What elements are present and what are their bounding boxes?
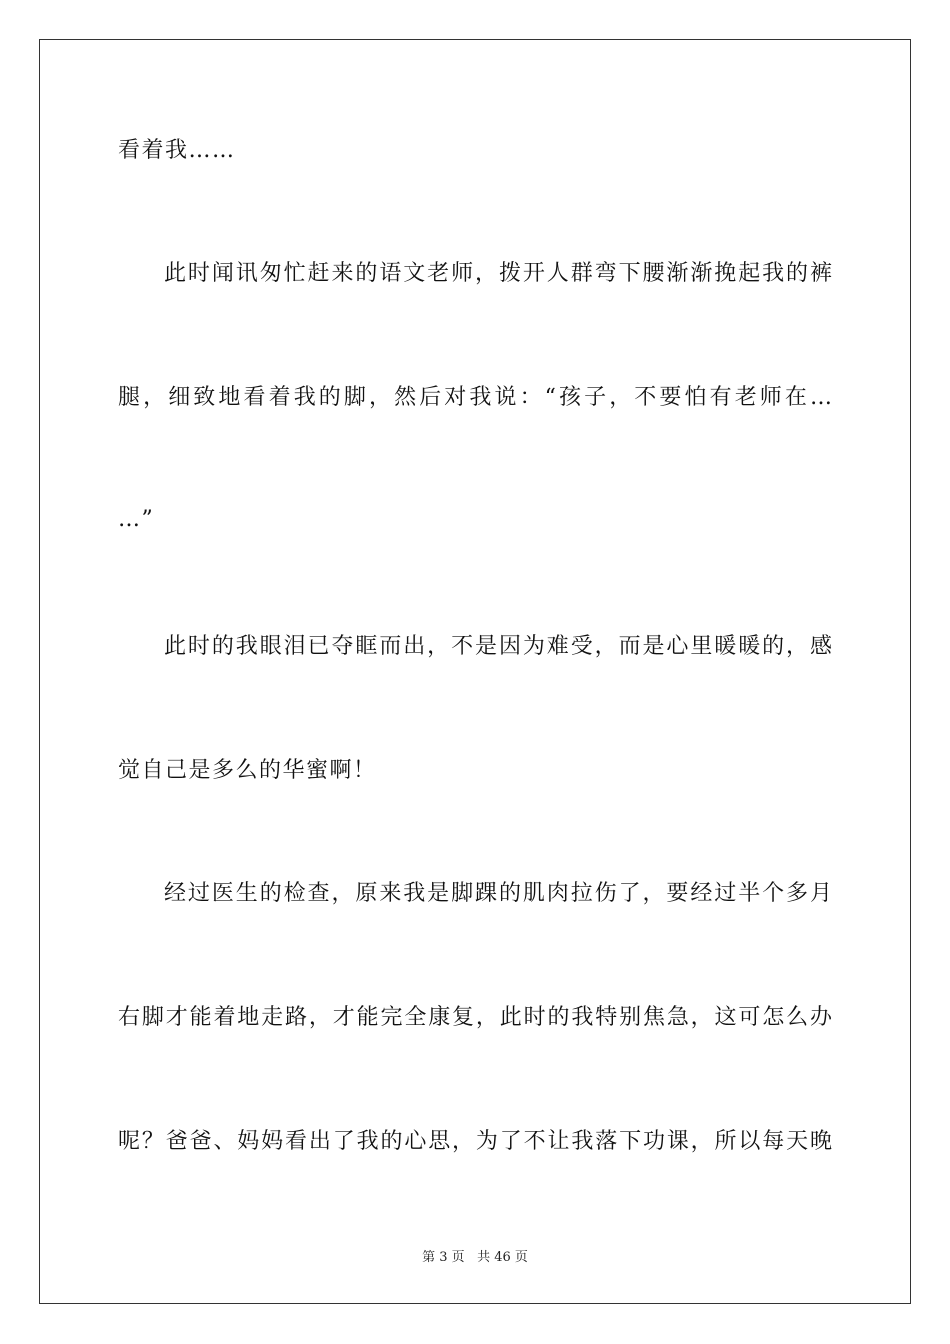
page-total: 共 46 页 <box>477 1250 528 1265</box>
paragraph-start-line: 此时闻讯匆忙赶来的语文老师，拨开人群弯下腰渐渐挽起我的裤 <box>164 261 832 286</box>
page-border <box>39 39 911 1304</box>
paragraph-start-line: 此时的我眼泪已夺眶而出，不是因为难受，而是心里暖暖的，感 <box>164 634 832 659</box>
text-line: 看着我…… <box>118 138 236 163</box>
text-line: 呢？爸爸、妈妈看出了我的心思，为了不让我落下功课，所以每天晚 <box>118 1129 832 1154</box>
page-footer <box>0 1250 950 1266</box>
paragraph-start-line: 经过医生的检查，原来我是脚踝的肌肉拉伤了，要经过半个多月 <box>164 881 832 906</box>
text-line: 腿，细致地看着我的脚，然后对我说：“孩子，不要怕有老师在… <box>118 385 832 410</box>
text-line: 觉自己是多么的华蜜啊！ <box>118 758 377 783</box>
text-line: 右脚才能着地走路，才能完全康复，此时的我特别焦急，这可怎么办 <box>118 1005 832 1030</box>
text-line: …” <box>118 507 155 532</box>
page-number: 第 3 页 <box>422 1250 465 1265</box>
